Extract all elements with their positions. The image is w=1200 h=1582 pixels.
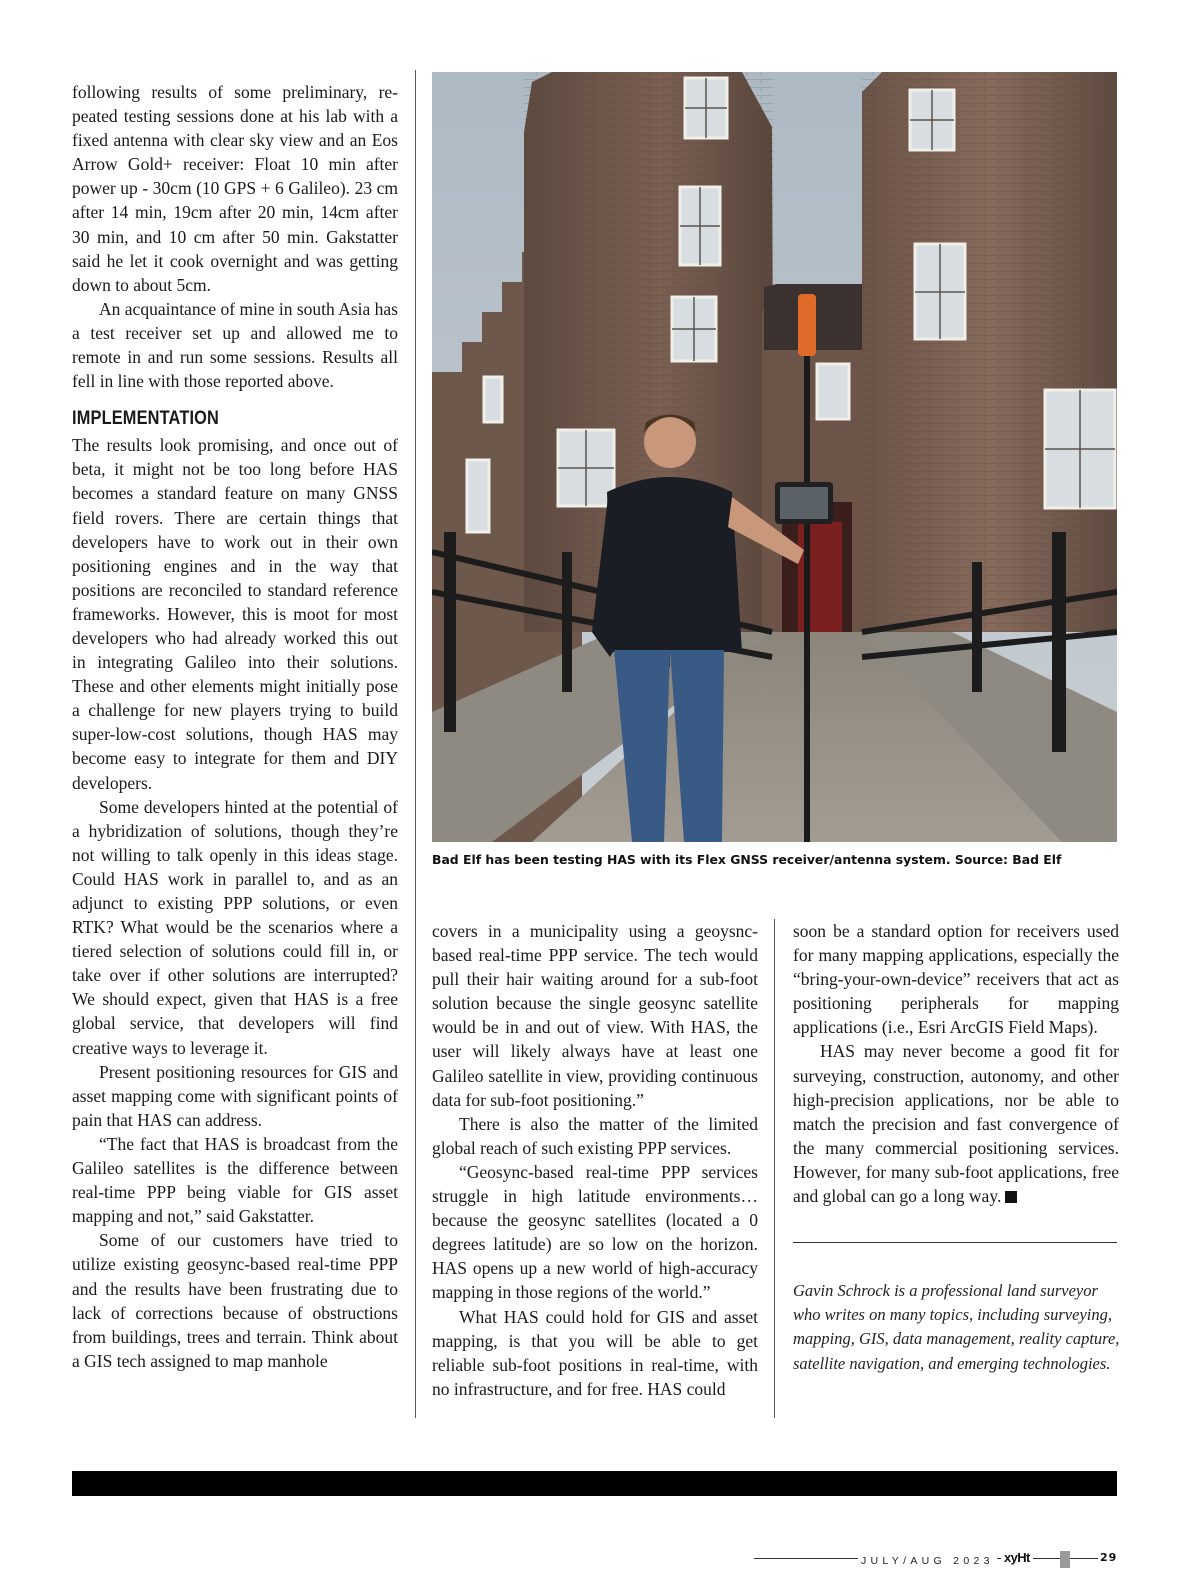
footer-bar [72, 1471, 1117, 1496]
paragraph: Present positioning resources for GIS and asset mapping come with significant points of pain that HAS can address. [72, 1061, 398, 1130]
magazine-logo: xyHt [1001, 1550, 1033, 1565]
article-photo [432, 72, 1117, 842]
paragraph-text: HAS may never become a good fit for surveying, construction, autonomy, and other high-precision applications, nor be able to match the precision and fast convergence of the many commercial positioning services. However, for many sub-foot applications, free and global can go a long way. [793, 1041, 1119, 1207]
paragraph: An acquaintance of mine in south Asia has a test receiver set up and allowed me to remote in and run some sessions. Results all fell in line with those reported above. [72, 298, 398, 392]
column-divider-right [774, 919, 775, 1418]
paragraph: The results look promising, and once out of beta, it might not be too long before HAS becomes a standard feature on many GNSS field rovers. There are certain things that developers have to work out in their own positioning engines and in the way that positions are reconciled to standard reference frameworks. However, this is moot for most developers who had already worked this out in integrating Galileo into their solutions. These and other elements might initially pose a challenge for new players trying to build super-low-cost solutions, though HAS may become easy to integrate for them and DIY developers. [72, 435, 398, 793]
article-column-1 [72, 80, 398, 1373]
paragraph [793, 1039, 1119, 1208]
paragraph: Some of our customers have tried to utilize existing geosync-based real-time PPP and the results have been frustrating due to lack of corrections because of obstructions from buildings, trees and terrain. Think about a GIS tech assigned to map manhole [72, 1230, 398, 1371]
page-number: 29 [1100, 1551, 1118, 1564]
paragraph: covers in a municipality using a geoysnc-based real-time PPP service. The tech would pull their hair waiting around for a sub-foot solution because the single geosync satellite would be in and out of view. With HAS, the user will likely always have at least one Galileo satellite in view, providing continuous data for sub-foot positioning.” [432, 921, 758, 1110]
end-of-article-mark [1005, 1191, 1017, 1203]
paragraph: There is also the matter of the limited global reach of such existing PPP services. [432, 1113, 758, 1158]
article-column-2 [432, 919, 758, 1401]
folio-block [1060, 1551, 1070, 1568]
paragraph: soon be a standard option for receivers used for many mapping applications, especially the “bring-your-own-device” receivers that act as positioning peripherals for mapping applications (i.e., Esri ArcGIS Field Maps). [793, 921, 1119, 1038]
paragraph: What HAS could hold for GIS and asset mapping, is that you will be able to get reliable sub-foot positions in real-time, with no infrastructure, and for free. HAS could [432, 1306, 758, 1399]
paragraph: “The fact that HAS is broadcast from the Galileo satellites is the difference between real-time PPP being viable for GIS asset mapping and not,” said Gakstatter. [72, 1133, 398, 1227]
section-heading: IMPLEMENTATION [72, 408, 220, 430]
bio-divider [793, 1242, 1117, 1243]
paragraph: “Geosync-based real-time PPP services struggle in high latitude environments… because the geosync satellites (located a 0 degrees latitude) are so low on the horizon. HAS opens up a new world of high-accuracy mapping in those regions of the world.” [432, 1161, 758, 1303]
column-divider-left [415, 70, 416, 1418]
article-column-3 [793, 919, 1119, 1208]
author-bio: Gavin Schrock is a professional land surveyor who writes on many topics, including surveying, mapping, GIS, data management, reality capture, satellite navigation, and emerging technologies. [793, 1281, 1120, 1373]
paragraph: following results of some preliminary, repeated testing sessions done at his lab with a fixed antenna with clear sky view and an Eos Arrow Gold+ receiver: Float 10 min after power up - 30cm (10 GPS + 6 Galileo). 23 cm after 14 min, 19cm after 20 min, 14cm after 30 min, and 10 cm after 50 min. Gakstatter said he let it cook overnight and was getting down to about 5cm. [72, 82, 398, 295]
paragraph: Some developers hinted at the potential of a hybridization of solutions, though they’re not willing to talk openly in this ideas stage. Could HAS work in parallel to, and as an adjunct to existing PPP solutions, or even RTK? What would be the scenarios where a tiered selection of solutions could fill in, or take over if other solutions are interrupted? We should expect, given that HAS is a free global service, that developers will find creative ways to leverage it. [72, 796, 398, 1058]
issue-date: JULY/AUG 2023 [858, 1555, 997, 1567]
photo-caption: Bad Elf has been testing HAS with its Flex GNSS receiver/antenna system. Source: Bad Elf [432, 852, 1062, 867]
